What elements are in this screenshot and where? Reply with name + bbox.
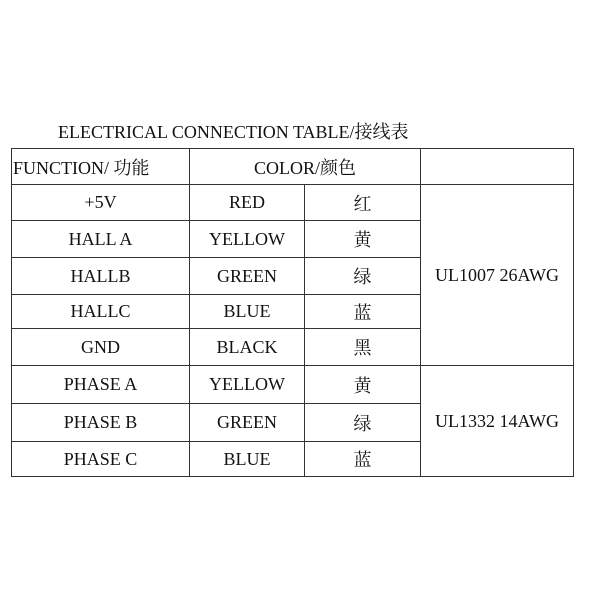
color-en-cell: BLACK <box>190 329 305 366</box>
color-en-cell: YELLOW <box>190 366 305 404</box>
color-cn-cell: 绿 <box>305 258 421 295</box>
color-header: COLOR/颜色 <box>190 149 421 185</box>
color-en-cell: RED <box>190 185 305 221</box>
function-cell: PHASE B <box>12 404 190 442</box>
function-cell: +5V <box>12 185 190 221</box>
function-cell: PHASE C <box>12 442 190 477</box>
table-row <box>12 366 574 404</box>
table-header-row <box>12 149 574 185</box>
function-cell: GND <box>12 329 190 366</box>
table-row <box>12 185 574 221</box>
color-en-cell: GREEN <box>190 258 305 295</box>
cable-header <box>421 149 574 185</box>
color-cn-cell: 蓝 <box>305 442 421 477</box>
color-en-cell: BLUE <box>190 442 305 477</box>
color-cn-cell: 绿 <box>305 404 421 442</box>
color-cn-cell: 黄 <box>305 221 421 258</box>
function-cell: HALLB <box>12 258 190 295</box>
function-cell: HALLC <box>12 295 190 329</box>
color-en-cell: YELLOW <box>190 221 305 258</box>
color-cn-cell: 黑 <box>305 329 421 366</box>
color-cn-cell: 蓝 <box>305 295 421 329</box>
color-cn-cell: 红 <box>305 185 421 221</box>
power-cable-spec: UL1332 14AWG <box>421 366 574 477</box>
function-cell: HALL A <box>12 221 190 258</box>
table-title: ELECTRICAL CONNECTION TABLE/接线表 <box>58 122 409 142</box>
function-header: FUNCTION/ 功能 <box>12 149 190 185</box>
electrical-connection-table <box>11 148 574 477</box>
signal-cable-spec: UL1007 26AWG <box>421 185 574 366</box>
color-en-cell: GREEN <box>190 404 305 442</box>
color-cn-cell: 黄 <box>305 366 421 404</box>
function-cell: PHASE A <box>12 366 190 404</box>
color-en-cell: BLUE <box>190 295 305 329</box>
